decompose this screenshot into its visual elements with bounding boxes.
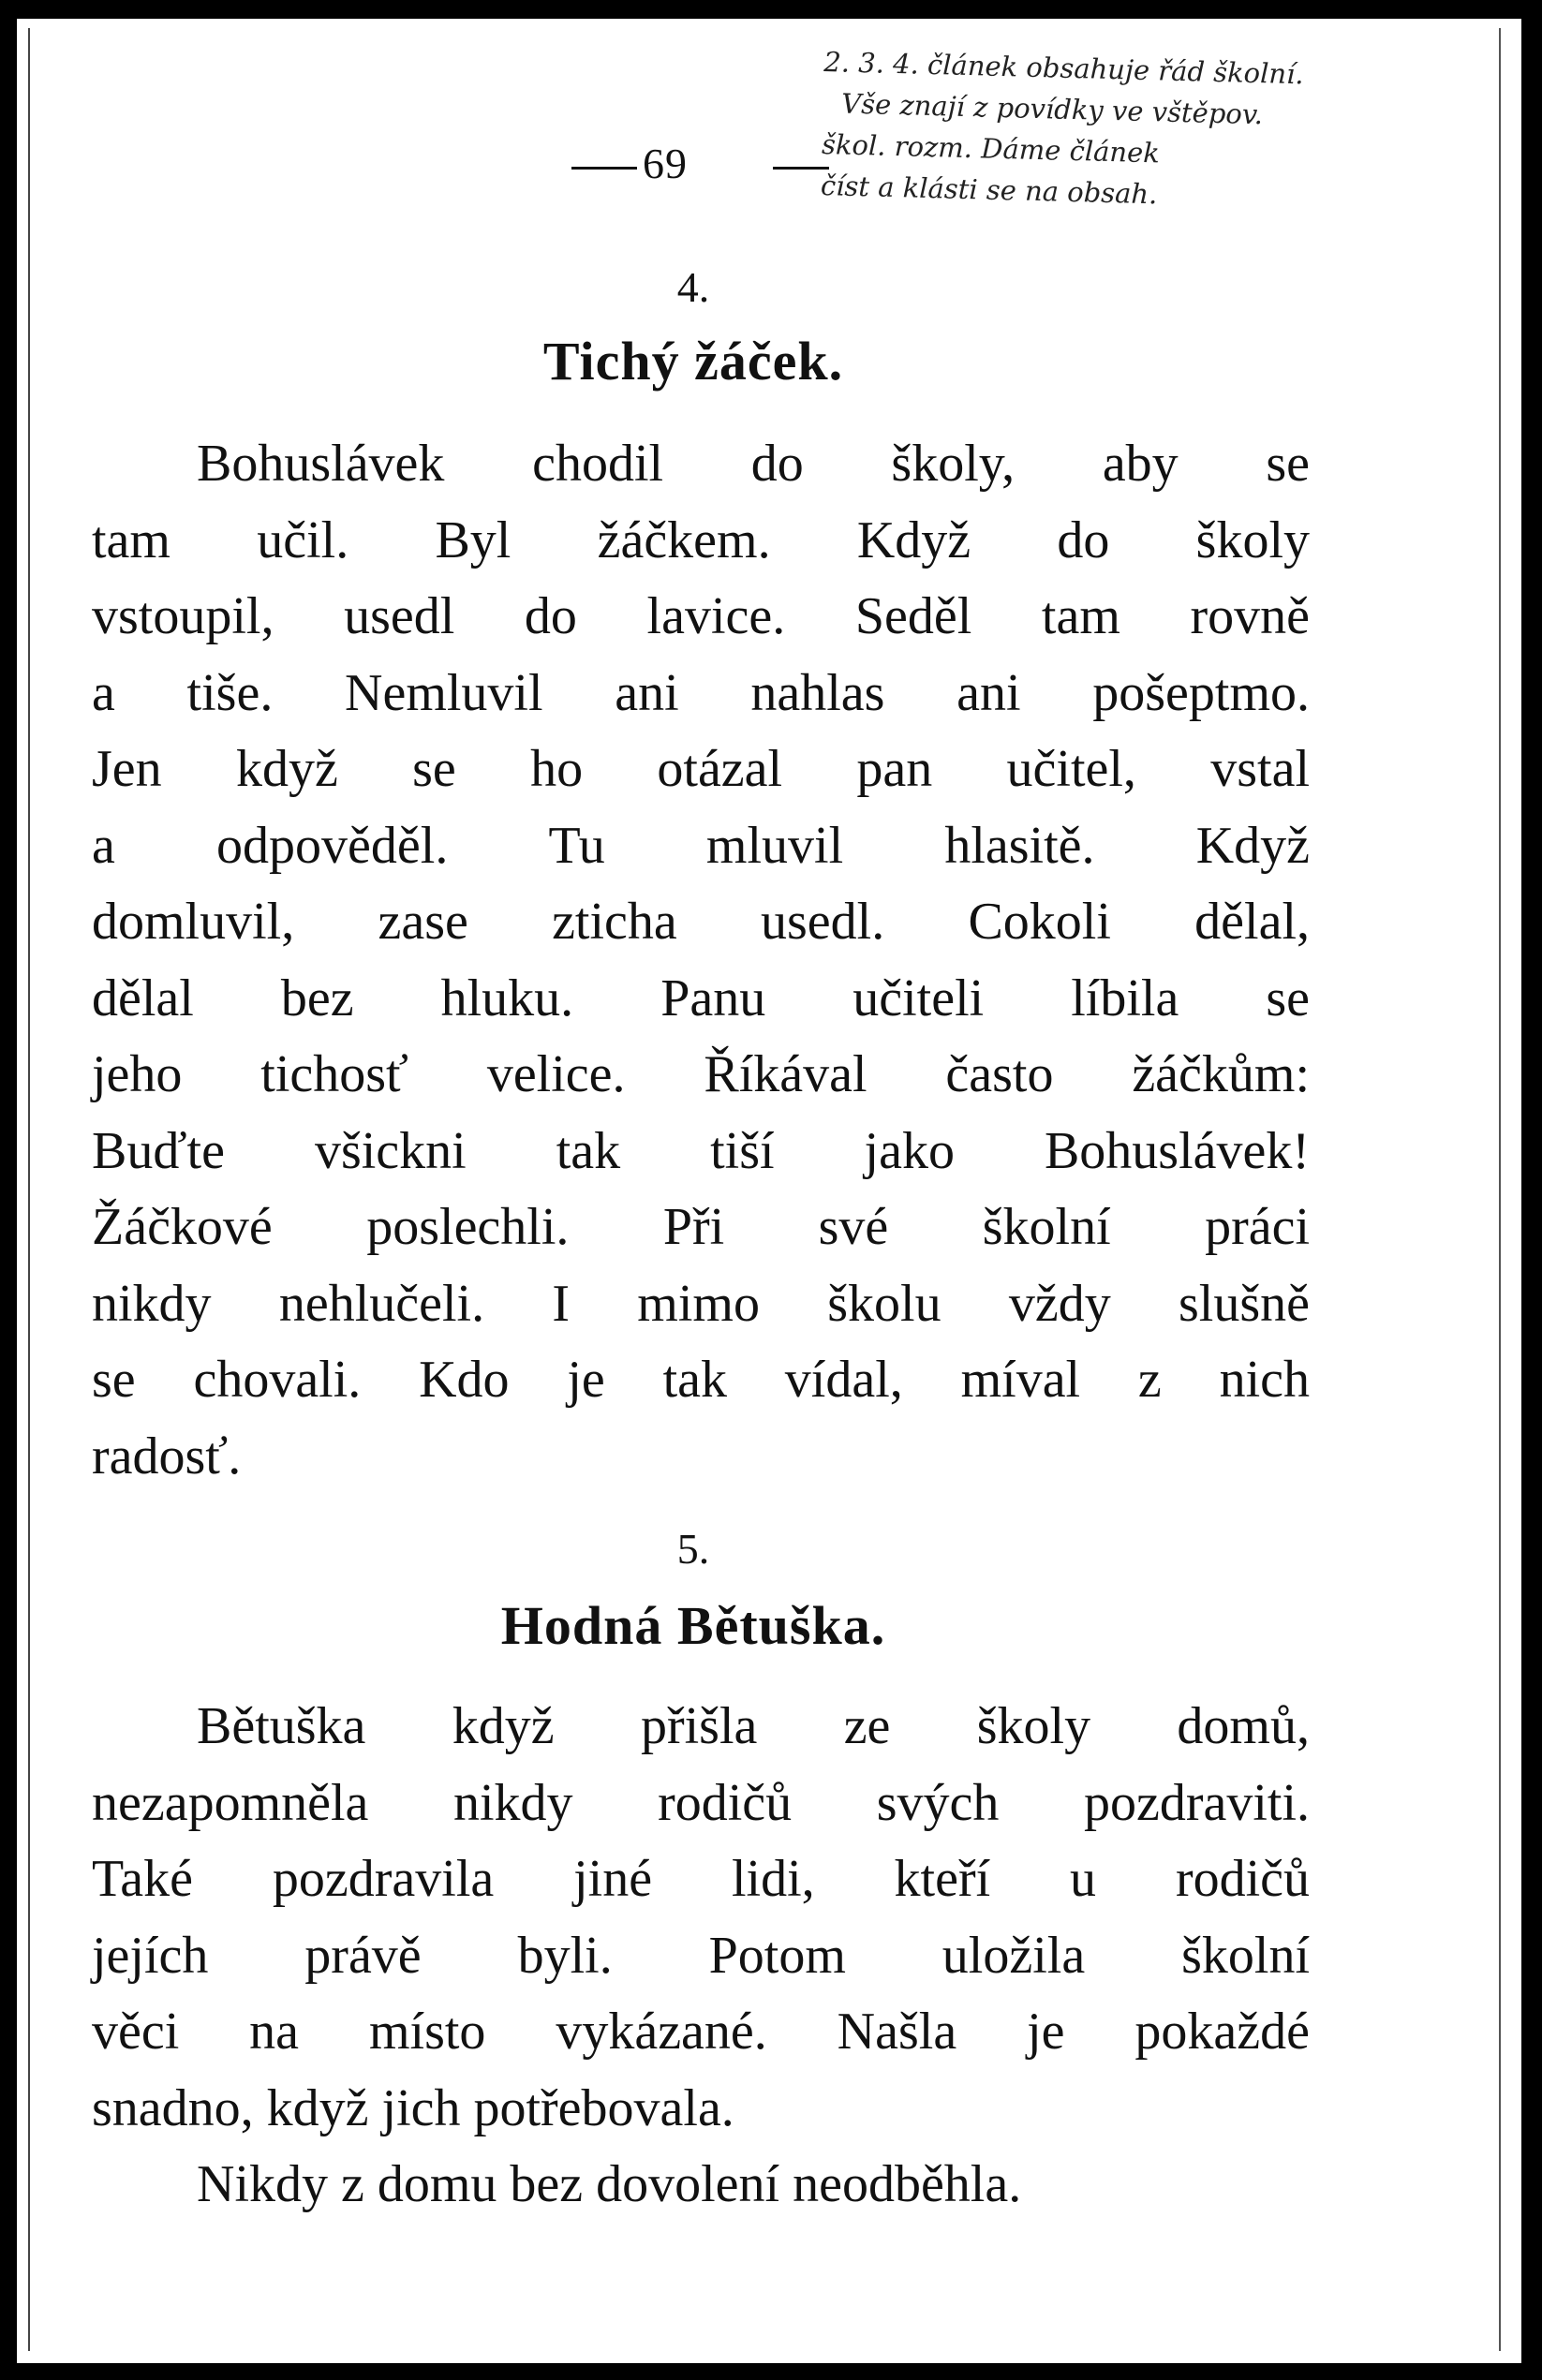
- text-line: Bětuška když přišla ze školy domů,: [197, 1697, 1310, 1755]
- section-title: Hodná Bětuška.: [500, 1595, 886, 1656]
- text-line: se chovali. Kdo je tak vídal, míval z nich: [92, 1351, 1310, 1409]
- text-line: a tiše. Nemluvil ani nahlas ani pošeptmo.: [92, 663, 1310, 722]
- handwritten-line: 2. 3. 4. článek obsahuje řád školní.: [823, 45, 1305, 91]
- text-line: snadno, když jich potřebovala.: [92, 2078, 734, 2137]
- section-number: 5.: [676, 1525, 710, 1573]
- text-line: tam učil. Byl žáčkem. Když do školy: [92, 510, 1310, 569]
- text-line: věci na místo vykázané. Našla je pokaždé: [92, 2003, 1310, 2061]
- text-line: jejích právě byli. Potom uložila školní: [92, 1926, 1310, 1985]
- text-line: vstoupil, usedl do lavice. Seděl tam rovně: [92, 587, 1310, 645]
- text-line: jeho tichosť velice. Říkával často žáčkům:: [92, 1045, 1310, 1103]
- scan-border-right: [1521, 0, 1542, 2380]
- text-line: Žáčkové poslechli. Při své školní práci: [92, 1198, 1310, 1256]
- text-line: Bohuslávek chodil do školy, aby se: [197, 435, 1310, 493]
- paragraph: [92, 426, 1310, 1495]
- text-line: Nikdy z domu bez dovolení neodběhla.: [197, 2155, 1022, 2213]
- scan-border-bottom: [0, 2363, 1542, 2380]
- page-edge-right: [1499, 28, 1501, 2351]
- scan-border-top: [0, 0, 1542, 19]
- handwritten-line: Vše znají z povídky ve vštěpov.: [840, 87, 1264, 131]
- text-line: Také pozdravila jiné lidi, kteří u rodičů: [92, 1850, 1310, 1908]
- section-title: Tichý žáček.: [542, 331, 844, 392]
- section-number: 4.: [676, 263, 710, 311]
- page-number: 69: [643, 140, 688, 187]
- text-line: nikdy nehlučeli. I mimo školu vždy slušně: [92, 1274, 1310, 1333]
- text-line: Jen když se ho otázal pan učitel, vstal: [92, 740, 1310, 798]
- paragraph: [92, 1689, 1310, 2147]
- handwritten-note: [820, 41, 1479, 223]
- text-line: domluvil, zase zticha usedl. Cokoli dělal,: [92, 893, 1310, 951]
- text-line: dělal bez hluku. Panu učiteli líbila se: [92, 968, 1310, 1027]
- text-line: nezapomněla nikdy rodičů svých pozdraviti.: [92, 1773, 1310, 1832]
- handwritten-line: číst a klásti se na obsah.: [820, 169, 1158, 211]
- handwritten-line: škol. rozm. Dáme článek: [821, 127, 1161, 170]
- text-line: Buďte všickni tak tiší jako Bohuslávek!: [92, 1121, 1310, 1180]
- paragraph: [92, 2147, 1310, 2224]
- text-line: radosť.: [92, 1427, 242, 1486]
- text-line: a odpověděl. Tu mluvil hlasitě. Když: [92, 816, 1310, 875]
